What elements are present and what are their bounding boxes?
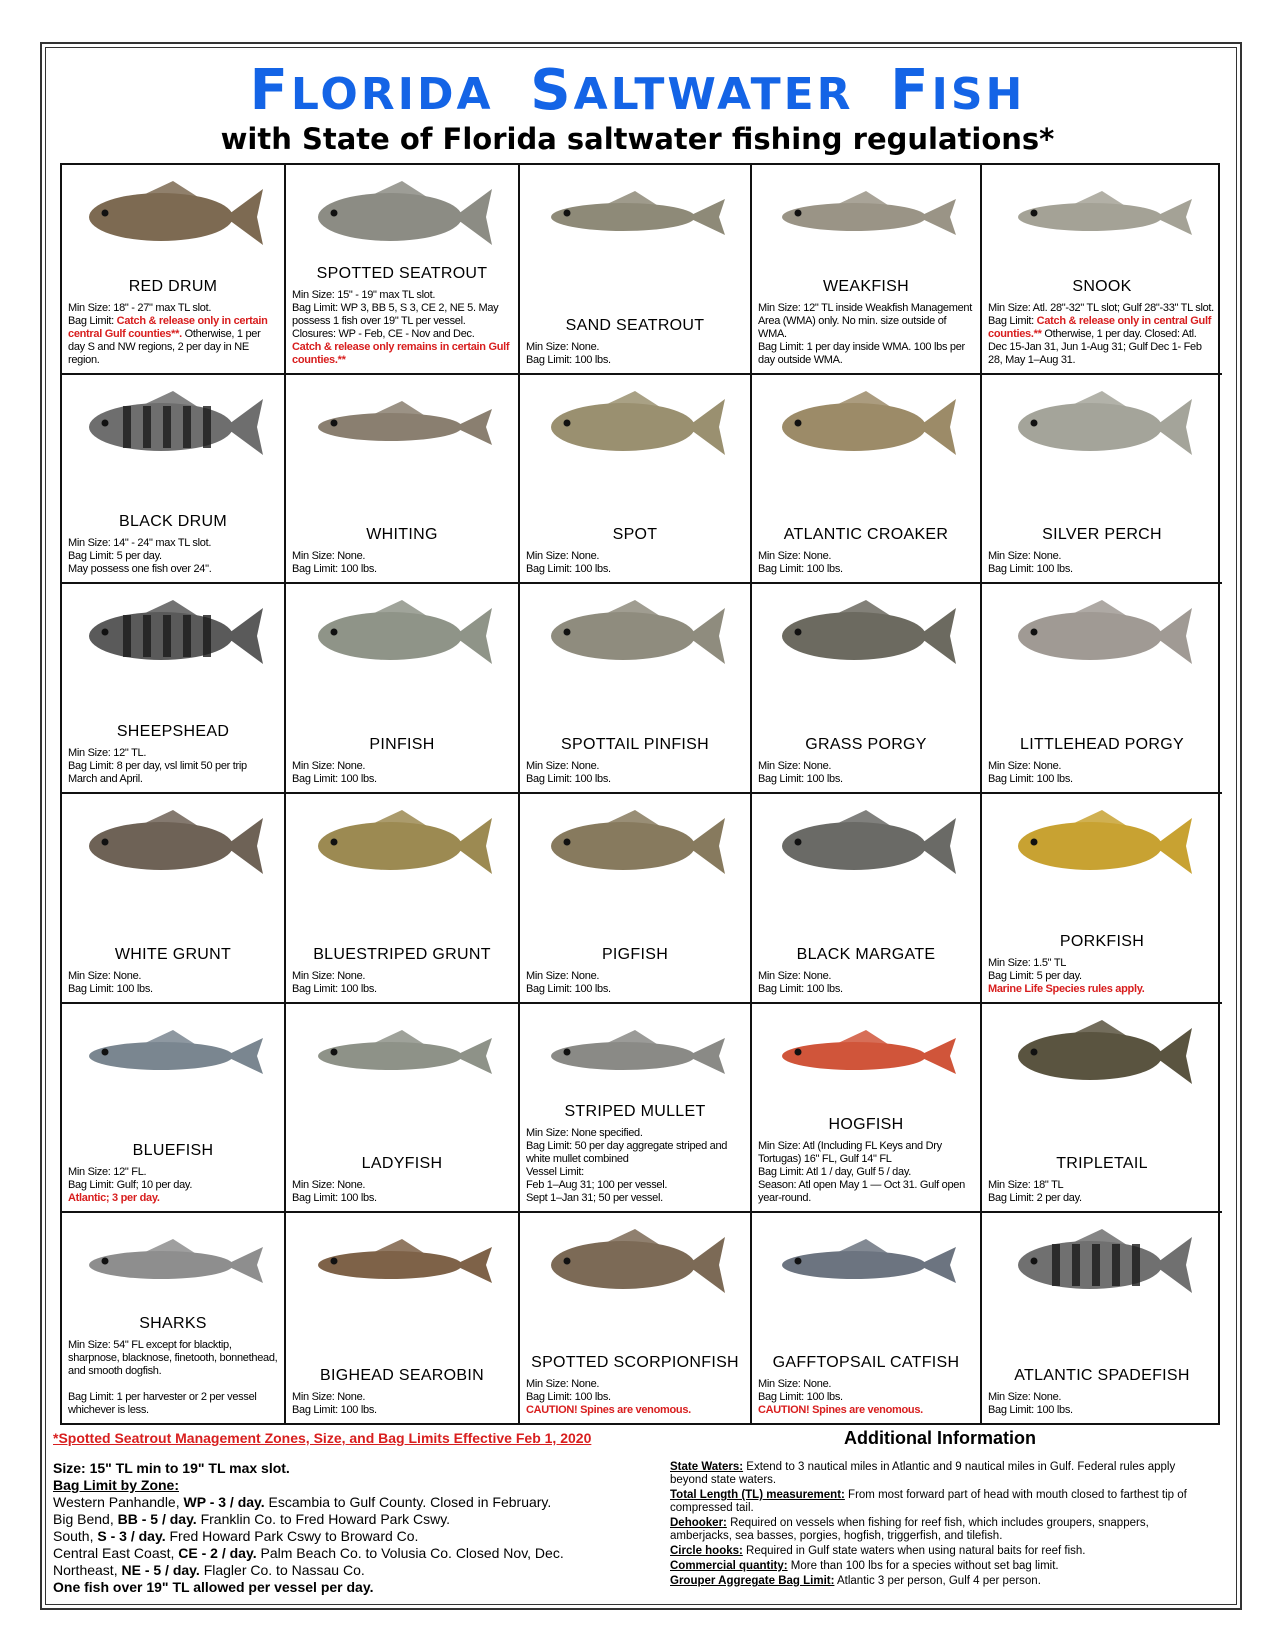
fish-regulations bbox=[68, 747, 278, 786]
fish-regulations bbox=[526, 970, 744, 996]
regulation-line: Bag Limit: bbox=[68, 314, 117, 327]
zone-region: Big Bend, bbox=[53, 1511, 118, 1527]
fish-regulations bbox=[526, 760, 744, 786]
striped-mullet-icon bbox=[528, 1016, 742, 1096]
fish-name: PORKFISH bbox=[1059, 932, 1145, 950]
regulation-line: Bag Limit: 100 lbs. bbox=[526, 353, 611, 366]
regulation-line: Bag Limit: 100 lbs. bbox=[988, 563, 1073, 576]
title-word-1-rest: LORIDA bbox=[290, 69, 494, 120]
regulation-line: Bag Limit: 100 lbs. bbox=[988, 1404, 1073, 1416]
fish-name: STRIPED MULLET bbox=[564, 1103, 706, 1121]
regulation-line: Min Size: Atl. 28"-32" TL slot; Gulf 28"-33" TL slot. Bag Limit: bbox=[988, 301, 1214, 327]
regulation-line: Min Size: None. bbox=[526, 340, 600, 353]
fish-regulations bbox=[292, 550, 512, 576]
fish-cell bbox=[62, 584, 286, 794]
fish-regulations bbox=[68, 302, 278, 367]
info-key: Commercial quantity: bbox=[670, 1560, 788, 1572]
info-text: Extend to 3 nautical miles in Atlantic and 9 nautical miles in Gulf. Federal rules apply beyond state waters. bbox=[670, 1461, 1176, 1486]
tripletail-icon bbox=[990, 1016, 1214, 1096]
fish-cell bbox=[520, 1004, 752, 1214]
fish-cell bbox=[520, 375, 752, 585]
zone-description: Palm Beach Co. to Volusia Co. Closed Nov, Dec. bbox=[256, 1545, 564, 1561]
regulation-line: Min Size: 12" TL inside Weakfish Management Area (WMA) only. No min. size outside of WMA. bbox=[758, 301, 972, 340]
fish-cell bbox=[752, 165, 982, 375]
fish-regulations bbox=[988, 302, 1216, 367]
regulation-line: Min Size: 18" TL bbox=[988, 1179, 1064, 1192]
regulation-line: Bag Limit: 100 lbs. bbox=[988, 773, 1073, 785]
regulation-line: Feb 1–Aug 31; 100 per vessel. bbox=[526, 1179, 668, 1192]
fish-cell bbox=[752, 584, 982, 794]
info-text: From most forward part of head with mouth closed to farthest tip of compressed tail. bbox=[670, 1489, 1187, 1514]
regulation-line: Bag Limit: 5 per day. bbox=[68, 550, 162, 563]
fish-cell bbox=[520, 165, 752, 375]
seatrout-zones-heading: *Spotted Seatrout Management Zones, Size, and Bag Limits Effective Feb 1, 2020 bbox=[53, 1430, 592, 1446]
regulation-line: Season: Atl open May 1 — Oct 31. Gulf open year-round. bbox=[758, 1179, 965, 1205]
regulation-line: Bag Limit: WP 3, BB 5, S 3, CE 2, NE 5. May possess 1 fish over 19" TL per vessel. bbox=[292, 301, 499, 327]
regulation-line: Bag Limit: 100 lbs. bbox=[292, 1404, 377, 1416]
additional-info-item bbox=[670, 1545, 1210, 1558]
fish-regulations bbox=[292, 760, 512, 786]
seatrout-zone bbox=[53, 1528, 653, 1545]
info-key: Total Length (TL) measurement: bbox=[670, 1489, 845, 1501]
regulation-line: Min Size: Atl (Including FL Keys and Dry Tortugas) 16" FL, Gulf 14" FL bbox=[758, 1140, 942, 1166]
fish-name: SAND SEATROUT bbox=[565, 316, 705, 334]
regulation-line: Min Size: None. bbox=[758, 550, 832, 563]
fish-cell bbox=[520, 1213, 752, 1423]
fish-cell bbox=[62, 1213, 286, 1423]
regulation-line: Otherwise, 1 per day S and NW regions, 2 per day in NE region. bbox=[68, 327, 261, 366]
bluefish-icon bbox=[70, 1016, 276, 1096]
fish-cell bbox=[982, 165, 1222, 375]
regulation-line: Otherwise, 1 per day. Closed: Atl. Dec 15-Jan 31, Jun 1-Aug 31; Gulf Dec 1- Feb 28, May 1–Aug 31. bbox=[988, 327, 1202, 366]
additional-info-item bbox=[670, 1575, 1210, 1588]
fish-name: HOGFISH bbox=[828, 1116, 904, 1134]
regulation-line: Closures: WP - Feb, CE - Nov and Dec. bbox=[292, 327, 475, 340]
regulation-line: Min Size: 1.5" TL bbox=[988, 956, 1067, 969]
zone-limit: WP - 3 / day. bbox=[183, 1494, 265, 1510]
zone-region: Western Panhandle, bbox=[53, 1494, 184, 1510]
regulation-line: Bag Limit: 100 lbs. bbox=[526, 563, 611, 576]
seatrout-zone bbox=[53, 1562, 653, 1579]
fish-regulations bbox=[758, 550, 974, 576]
fish-cell bbox=[982, 1004, 1222, 1214]
fish-name: WEAKFISH bbox=[823, 277, 909, 295]
fish-cell bbox=[286, 165, 520, 375]
regulation-line: Min Size: 18" - 27" max TL slot. bbox=[68, 301, 212, 314]
fish-cell bbox=[520, 794, 752, 1004]
hogfish-icon bbox=[760, 1016, 972, 1096]
regulation-line: Bag Limit: 100 lbs. bbox=[758, 563, 843, 576]
regulation-line: Min Size: None specified. bbox=[526, 1127, 643, 1140]
fish-grid bbox=[60, 163, 1220, 1425]
regulation-line: Min Size: None. bbox=[526, 760, 600, 772]
regulation-line: Min Size: None. bbox=[758, 1378, 832, 1390]
regulation-line: Bag Limit: 50 per day aggregate striped and white mullet combined bbox=[526, 1140, 728, 1166]
regulation-warning: Catch & release only remains in certain Gulf counties.** bbox=[292, 340, 510, 366]
regulation-line: Sept 1–Jan 31; 50 per vessel. bbox=[526, 1192, 663, 1205]
fish-cell bbox=[286, 794, 520, 1004]
regulation-line: Bag Limit: 8 per day, vsl limit 50 per trip March and April. bbox=[68, 760, 247, 785]
regulation-line: Bag Limit: 1 per harvester or 2 per vessel whichever is less. bbox=[68, 1391, 257, 1416]
regulation-line: Bag Limit: 100 lbs. bbox=[526, 773, 611, 785]
fish-name: WHITE GRUNT bbox=[114, 945, 232, 963]
regulation-warning: Catch & release only in certain central Gulf counties**. bbox=[68, 314, 268, 340]
regulation-line: Bag Limit: 100 lbs. bbox=[758, 1391, 843, 1403]
spottail-pinfish-icon bbox=[528, 596, 742, 676]
fish-name: SPOTTED SCORPIONFISH bbox=[531, 1354, 739, 1371]
fish-regulations bbox=[758, 1378, 974, 1417]
info-text: Required on vessels when fishing for reef fish, which includes groupers, snappers, amberjacks, sea basses, porgies, hogfish, triggerfish, and tilefish. bbox=[670, 1517, 1149, 1542]
seatrout-size: Size: 15" TL min to 19" TL max slot. bbox=[53, 1460, 290, 1476]
fish-regulations bbox=[526, 341, 744, 367]
fish-regulations bbox=[68, 1166, 278, 1205]
regulation-warning: CAUTION! Spines are venomous. bbox=[526, 1404, 691, 1416]
additional-info-heading: Additional Information bbox=[844, 1428, 1036, 1448]
additional-info-item bbox=[670, 1560, 1210, 1573]
fish-name: WHITING bbox=[366, 526, 438, 544]
seatrout-zone bbox=[53, 1494, 653, 1511]
white-grunt-icon bbox=[70, 806, 276, 886]
pinfish-icon bbox=[294, 596, 510, 676]
fish-cell bbox=[62, 794, 286, 1004]
zone-region: Northeast, bbox=[53, 1562, 122, 1578]
fish-name: SHARKS bbox=[139, 1315, 207, 1332]
black-margate-icon bbox=[760, 806, 972, 886]
regulation-line: Bag Limit: 100 lbs. bbox=[526, 982, 611, 995]
fish-regulations bbox=[988, 1179, 1216, 1205]
regulation-line: Min Size: None. bbox=[526, 550, 600, 563]
fish-name: SPOT bbox=[612, 526, 658, 544]
fish-cell bbox=[520, 584, 752, 794]
fish-name: RED DRUM bbox=[128, 277, 218, 295]
page-title: FLORIDA SALTWATER FISH bbox=[249, 58, 1026, 123]
fish-name: SNOOK bbox=[1072, 277, 1132, 295]
fish-name: LADYFISH bbox=[361, 1155, 443, 1173]
fish-regulations bbox=[68, 970, 278, 996]
seatrout-footer: One fish over 19" TL allowed per vessel per day. bbox=[53, 1579, 374, 1595]
bighead-searobin-icon bbox=[294, 1225, 510, 1305]
zone-description: Fred Howard Park Cswy to Broward Co. bbox=[165, 1528, 419, 1544]
fish-regulations bbox=[758, 970, 974, 996]
fish-name: SILVER PERCH bbox=[1042, 526, 1162, 544]
ladyfish-icon bbox=[294, 1016, 510, 1096]
regulation-line: Min Size: None. bbox=[292, 1179, 366, 1192]
regulation-line: Vessel Limit: bbox=[526, 1166, 584, 1179]
fish-name: ATLANTIC CROAKER bbox=[783, 526, 949, 544]
fish-regulations bbox=[292, 1179, 512, 1205]
fish-name: ATLANTIC SPADEFISH bbox=[1014, 1367, 1190, 1384]
shark-icon bbox=[70, 1225, 276, 1305]
fish-regulations bbox=[988, 760, 1216, 786]
fish-name: SPOTTAIL PINFISH bbox=[561, 736, 709, 753]
info-text: More than 100 lbs for a species without set bag limit. bbox=[787, 1560, 1059, 1572]
fish-name: BLACK MARGATE bbox=[796, 945, 936, 963]
fish-cell bbox=[752, 1213, 982, 1423]
snook-icon bbox=[990, 177, 1214, 257]
regulation-line: May possess one fish over 24". bbox=[68, 563, 212, 576]
littlehead-porgy-icon bbox=[990, 596, 1214, 676]
regulation-line: Min Size: 12" TL. bbox=[68, 747, 147, 759]
sheepshead-icon bbox=[70, 596, 276, 676]
zone-limit: S - 3 / day. bbox=[97, 1528, 166, 1544]
regulation-line: Bag Limit: 100 lbs. bbox=[292, 1192, 377, 1205]
info-key: Dehooker: bbox=[670, 1517, 727, 1529]
regulation-line: Bag Limit: 1 per day inside WMA. 100 lbs per day outside WMA. bbox=[758, 340, 965, 366]
additional-info-item bbox=[670, 1489, 1210, 1515]
spot-icon bbox=[528, 387, 742, 467]
fish-regulations bbox=[292, 1391, 512, 1417]
fish-name: BLUEFISH bbox=[132, 1142, 214, 1160]
regulation-warning: CAUTION! Spines are venomous. bbox=[758, 1404, 923, 1416]
fish-cell bbox=[286, 1213, 520, 1423]
regulation-warning: Atlantic; 3 per day. bbox=[68, 1192, 160, 1205]
sand-seatrout-icon bbox=[528, 177, 742, 257]
fish-cell bbox=[286, 375, 520, 585]
regulation-line: Min Size: None. bbox=[758, 969, 832, 982]
regulation-line: Bag Limit: 2 per day. bbox=[988, 1192, 1082, 1205]
red-drum-icon bbox=[70, 177, 276, 257]
regulation-line: Bag Limit: 100 lbs. bbox=[292, 982, 377, 995]
fish-regulations bbox=[526, 1127, 744, 1205]
seatrout-zones bbox=[53, 1430, 653, 1596]
fish-cell bbox=[752, 1004, 982, 1214]
spotted-seatrout-icon bbox=[294, 177, 510, 257]
fish-cell bbox=[62, 375, 286, 585]
fish-name: SPOTTED SEATROUT bbox=[316, 264, 488, 282]
zone-region: Central East Coast, bbox=[53, 1545, 179, 1561]
fish-name: LITTLEHEAD PORGY bbox=[1020, 736, 1184, 753]
fish-cell bbox=[752, 375, 982, 585]
page-subtitle: with State of Florida saltwater fishing regulations* bbox=[220, 122, 1055, 156]
regulation-line: Min Size: None. bbox=[292, 969, 366, 982]
fish-name: GRASS PORGY bbox=[805, 736, 927, 753]
info-text: Atlantic 3 per person, Gulf 4 per person. bbox=[834, 1575, 1041, 1587]
regulation-line: Min Size: None. bbox=[988, 1391, 1062, 1403]
weakfish-icon bbox=[760, 177, 972, 257]
regulation-line: Bag Limit: 100 lbs. bbox=[758, 773, 843, 785]
fish-regulations bbox=[292, 289, 512, 367]
zone-limit: NE - 5 / day. bbox=[121, 1562, 200, 1578]
additional-info-item bbox=[670, 1461, 1210, 1487]
regulation-line: Bag Limit: 100 lbs. bbox=[758, 982, 843, 995]
gafftopsail-catfish-icon bbox=[760, 1225, 972, 1305]
zone-limit: BB - 5 / day. bbox=[117, 1511, 197, 1527]
grass-porgy-icon bbox=[760, 596, 972, 676]
fish-regulations bbox=[758, 302, 974, 367]
regulation-line: Min Size: None. bbox=[292, 1391, 366, 1403]
regulation-line: Bag Limit: 100 lbs. bbox=[68, 982, 153, 995]
spotted-scorpionfish-icon bbox=[528, 1225, 742, 1305]
atlantic-croaker-icon bbox=[760, 387, 972, 467]
fish-regulations bbox=[526, 550, 744, 576]
fish-regulations bbox=[292, 970, 512, 996]
fish-regulations bbox=[68, 537, 278, 576]
fish-name: GAFFTOPSAIL CATFISH bbox=[772, 1354, 960, 1371]
regulation-line: Min Size: None. bbox=[526, 969, 600, 982]
regulation-line: Bag Limit: 100 lbs. bbox=[526, 1391, 611, 1403]
fish-cell bbox=[982, 584, 1222, 794]
zone-description: Flagler Co. to Nassau Co. bbox=[199, 1562, 365, 1578]
fish-cell bbox=[62, 1004, 286, 1214]
regulation-line: Min Size: 14" - 24" max TL slot. bbox=[68, 537, 212, 550]
fish-cell bbox=[982, 1213, 1222, 1423]
zone-region: South, bbox=[53, 1528, 98, 1544]
zone-limit: CE - 2 / day. bbox=[178, 1545, 257, 1561]
info-key: Circle hooks: bbox=[670, 1545, 743, 1557]
regulation-warning: Catch & release only in central Gulf counties.** bbox=[988, 314, 1212, 340]
fish-name: SHEEPSHEAD bbox=[116, 723, 230, 740]
regulation-line: Bag Limit: 5 per day. bbox=[988, 969, 1082, 982]
porkfish-icon bbox=[990, 806, 1214, 886]
regulation-line: Bag Limit: Atl 1 / day, Gulf 5 / day. bbox=[758, 1166, 911, 1179]
info-text: Required in Gulf state waters when using natural baits for reef fish. bbox=[742, 1545, 1086, 1557]
fish-cell bbox=[286, 1004, 520, 1214]
info-key: Grouper Aggregate Bag Limit: bbox=[670, 1575, 835, 1587]
fish-cell bbox=[62, 165, 286, 375]
fish-regulations bbox=[988, 550, 1216, 576]
fish-name: TRIPLETAIL bbox=[1056, 1155, 1148, 1173]
regulation-line: Bag Limit: 100 lbs. bbox=[292, 773, 377, 785]
fish-regulations bbox=[988, 1391, 1216, 1417]
regulation-line: Min Size: 54" FL except for blacktip, sharpnose, blacknose, finetooth, bonnethead, and smooth dogfish. bbox=[68, 1339, 278, 1377]
black-drum-icon bbox=[70, 387, 276, 467]
zone-description: Escambia to Gulf County. Closed in February. bbox=[264, 1494, 552, 1510]
fish-regulations bbox=[526, 1378, 744, 1417]
fish-name: PINFISH bbox=[369, 736, 435, 753]
fish-name: BLACK DRUM bbox=[119, 513, 227, 531]
fish-name: BIGHEAD SEAROBIN bbox=[320, 1367, 484, 1384]
regulation-line: Min Size: None. bbox=[68, 969, 142, 982]
regulation-line: Min Size: None. bbox=[988, 550, 1062, 563]
fish-name: BLUESTRIPED GRUNT bbox=[313, 945, 491, 963]
fish-cell bbox=[752, 794, 982, 1004]
regulation-line: Min Size: None. bbox=[292, 760, 366, 772]
regulation-line: Bag Limit: 100 lbs. bbox=[292, 563, 377, 576]
fish-cell bbox=[286, 584, 520, 794]
regulation-line: Min Size: None. bbox=[988, 760, 1062, 772]
fish-regulations bbox=[988, 957, 1216, 996]
regulation-line: Min Size: None. bbox=[526, 1378, 600, 1390]
regulation-line: Bag Limit: Gulf; 10 per day. bbox=[68, 1179, 193, 1192]
fish-cell bbox=[982, 375, 1222, 585]
regulation-warning: Marine Life Species rules apply. bbox=[988, 982, 1145, 995]
regulation-line: Min Size: None. bbox=[758, 760, 832, 772]
additional-info bbox=[670, 1428, 1210, 1590]
regulation-line: Min Size: 15" - 19" max TL slot. bbox=[292, 288, 436, 301]
seatrout-zone bbox=[53, 1545, 653, 1562]
fish-regulations bbox=[68, 1339, 278, 1417]
bluestriped-grunt-icon bbox=[294, 806, 510, 886]
atlantic-spadefish-icon bbox=[990, 1225, 1214, 1305]
regulation-line: Min Size: 12" FL. bbox=[68, 1166, 147, 1179]
seatrout-zone bbox=[53, 1511, 653, 1528]
fish-cell bbox=[982, 794, 1222, 1004]
fish-regulations bbox=[758, 1140, 974, 1205]
info-key: State Waters: bbox=[670, 1461, 744, 1473]
seatrout-bag-label: Bag Limit by Zone: bbox=[53, 1477, 179, 1493]
additional-info-item bbox=[670, 1517, 1210, 1543]
fish-name: PIGFISH bbox=[601, 945, 669, 963]
zone-description: Franklin Co. to Fred Howard Park Cswy. bbox=[196, 1511, 451, 1527]
silver-perch-icon bbox=[990, 387, 1214, 467]
fish-regulations bbox=[758, 760, 974, 786]
regulation-line: Min Size: None. bbox=[292, 550, 366, 563]
pigfish-icon bbox=[528, 806, 742, 886]
whiting-icon bbox=[294, 387, 510, 467]
